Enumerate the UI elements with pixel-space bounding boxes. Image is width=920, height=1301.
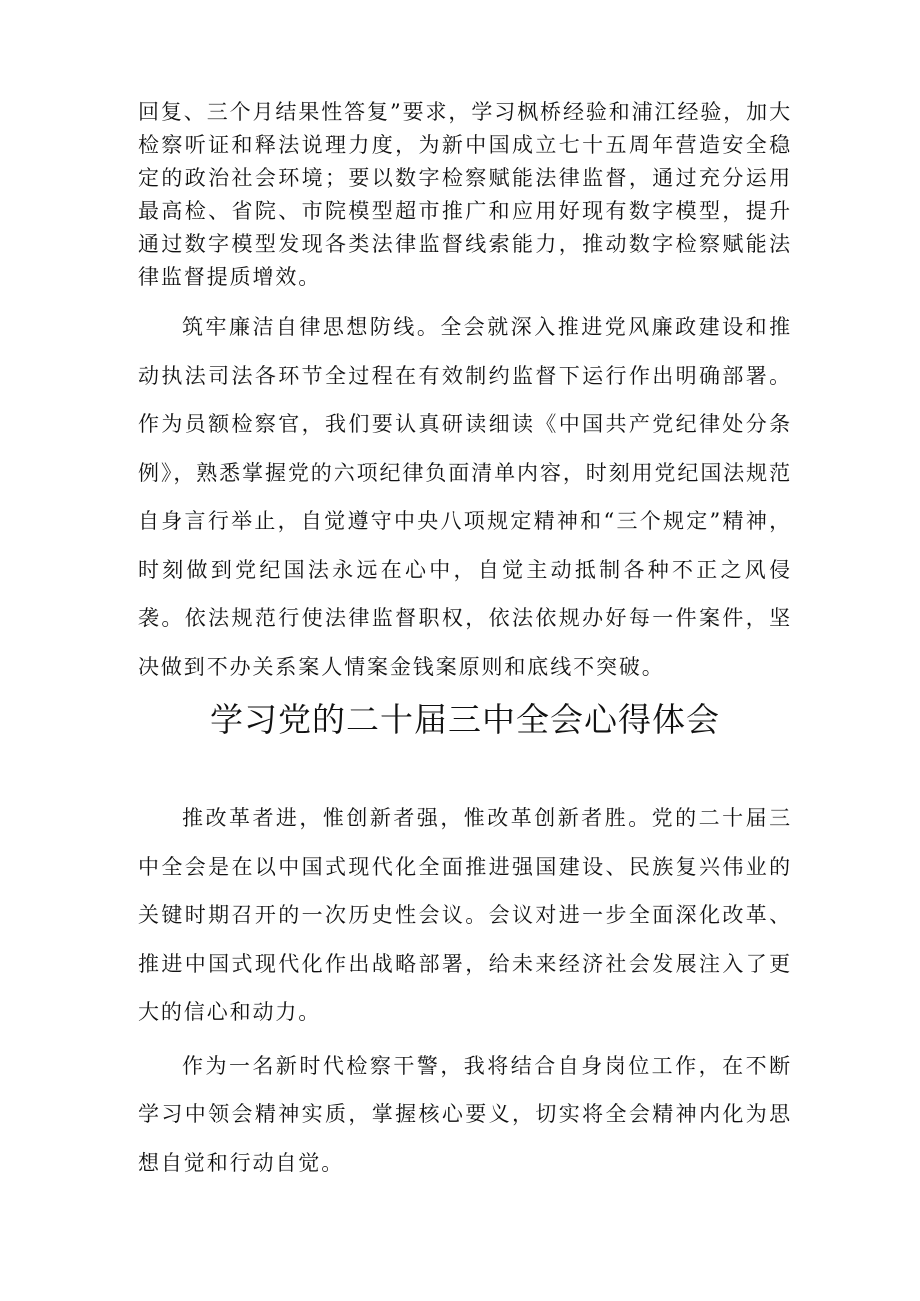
document-title: 学习党的二十届三中全会心得体会 [210,700,720,739]
paragraph-continued: 回复、三个月结果性答复”要求，学习枫桥经验和浦江经验，加大检察听证和释法说理力度，为新中国成立七十五周年营造安全稳定的政治社会环境；要以数字检察赋能法律监督，通过充分运用最高检、省院、市院模型超市推广和应用好现有数字模型，提升通过数字模型发现各类法律监督线索能力，推动数字检察赋能法律监督提质增效。 [138,100,792,289]
paragraph-integrity: 筑牢廉洁自律思想防线。全会就深入推进党风廉政建设和推动执法司法各环节全过程在有效制约监督下运行作出明确部署。作为员额检察官，我们要认真研读细读《中国共产党纪律处分条例》，熟悉掌握党的六项纪律负面清单内容，时刻用党纪国法规范自身言行举止，自觉遵守中央八项规定精神和“三个规定”精神，时刻做到党纪国法永远在心中，自觉主动抵制各种不正之风侵袭。依法规范行使法律监督职权，依法依规办好每一件案件，坚决做到不办关系案人情案金钱案原则和底线不突破。 [138,315,792,679]
paragraph-commitment: 作为一名新时代检察干警，我将结合自身岗位工作，在不断学习中领会精神实质，掌握核心要义，切实将全会精神内化为思想自觉和行动自觉。 [138,1053,792,1175]
paragraph-reform: 推改革者进，惟创新者强，惟改革创新者胜。党的二十届三中全会是在以中国式现代化全面推进强国建设、民族复兴伟业的关键时期召开的一次历史性会议。会议对进一步全面深化改革、推进中国式现代化作出战略部署，给未来经济社会发展注入了更大的信心和动力。 [138,806,792,1024]
document-page [138,96,792,1187]
